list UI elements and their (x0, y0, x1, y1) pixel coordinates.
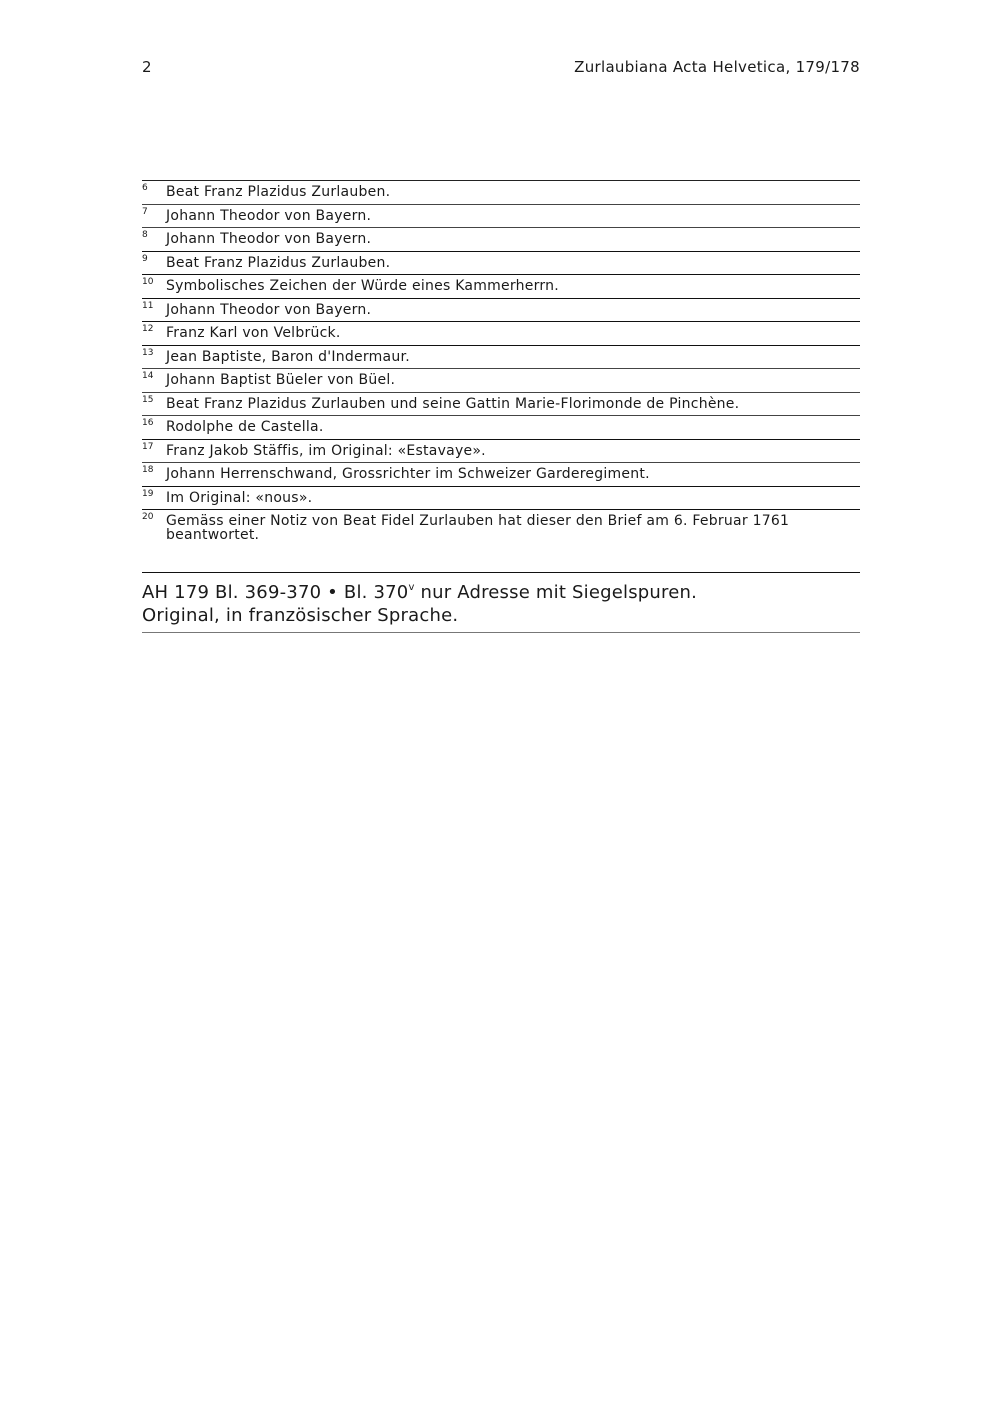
footnote (142, 510, 860, 546)
footnote-text: Johann Baptist Büeler von Büel. (166, 372, 396, 388)
source-note (142, 572, 860, 633)
page-number: 2 (142, 58, 152, 76)
verso-mark: v (408, 582, 415, 593)
footnote-number: 8 (142, 230, 148, 240)
footnote-number: 20 (142, 512, 154, 522)
footnote-number: 12 (142, 324, 154, 334)
source-line-2: Original, in französischer Sprache. (142, 605, 459, 626)
source-description: nur Adresse mit Siegelspuren. (414, 582, 698, 603)
footnote (142, 228, 860, 252)
footnote-number: 18 (142, 465, 154, 475)
footnote-number: 19 (142, 488, 154, 499)
footnote-text: Franz Karl von Velbrück. (166, 325, 341, 341)
footnote-number: 14 (142, 371, 154, 381)
footnote (142, 463, 860, 487)
footnote (142, 346, 860, 370)
footnote (142, 322, 860, 346)
footnote (142, 393, 860, 417)
footnote-text: Beat Franz Plazidus Zurlauben und seine Gattin Marie-Florimonde de Pinchène. (166, 395, 740, 412)
footnote-number: 6 (142, 183, 148, 193)
footnote (142, 252, 860, 276)
footnote-list (142, 180, 860, 546)
footnote-text: Beat Franz Plazidus Zurlauben. (166, 184, 391, 200)
footnote-text: Johann Theodor von Bayern. (166, 301, 372, 318)
footnote-number: 15 (142, 394, 154, 405)
source-line-1 (142, 576, 860, 604)
footnote (142, 369, 860, 393)
footnote (142, 205, 860, 229)
footnote-number: 17 (142, 441, 154, 452)
footnote-number: 7 (142, 206, 148, 217)
footnote-text: Beat Franz Plazidus Zurlauben. (166, 254, 391, 271)
footnote-text: Gemäss einer Notiz von Beat Fidel Zurlauben hat dieser den Brief am 6. Februar 1761 beantwortet. (166, 513, 790, 543)
footnote (142, 416, 860, 440)
footnote-number: 10 (142, 277, 154, 287)
footnote-number: 11 (142, 300, 154, 311)
footnote-number: 9 (142, 253, 148, 264)
footnote-text: Jean Baptiste, Baron d'Indermaur. (166, 348, 410, 365)
page-header (142, 58, 860, 80)
footnote-text: Im Original: «nous». (166, 489, 313, 506)
footnote (142, 487, 860, 511)
footnote (142, 181, 860, 205)
footnote-text: Rodolphe de Castella. (166, 419, 324, 435)
footnote-number: 16 (142, 418, 154, 428)
footnote-text: Symbolisches Zeichen der Würde eines Kammerherrn. (166, 278, 559, 294)
footnote-text: Johann Theodor von Bayern. (166, 231, 372, 247)
running-title: Zurlaubiana Acta Helvetica, 179/178 (574, 58, 860, 76)
footnote-number: 13 (142, 347, 154, 358)
footnote-text: Johann Theodor von Bayern. (166, 207, 372, 224)
footnote (142, 299, 860, 323)
footnote (142, 275, 860, 299)
footnote (142, 440, 860, 464)
footnote-text: Johann Herrenschwand, Grossrichter im Schweizer Garderegiment. (166, 466, 650, 482)
footnote-text: Franz Jakob Stäffis, im Original: «Estavaye». (166, 442, 486, 459)
source-shelfmark: AH 179 Bl. 369-370 • Bl. 370 (142, 582, 409, 603)
